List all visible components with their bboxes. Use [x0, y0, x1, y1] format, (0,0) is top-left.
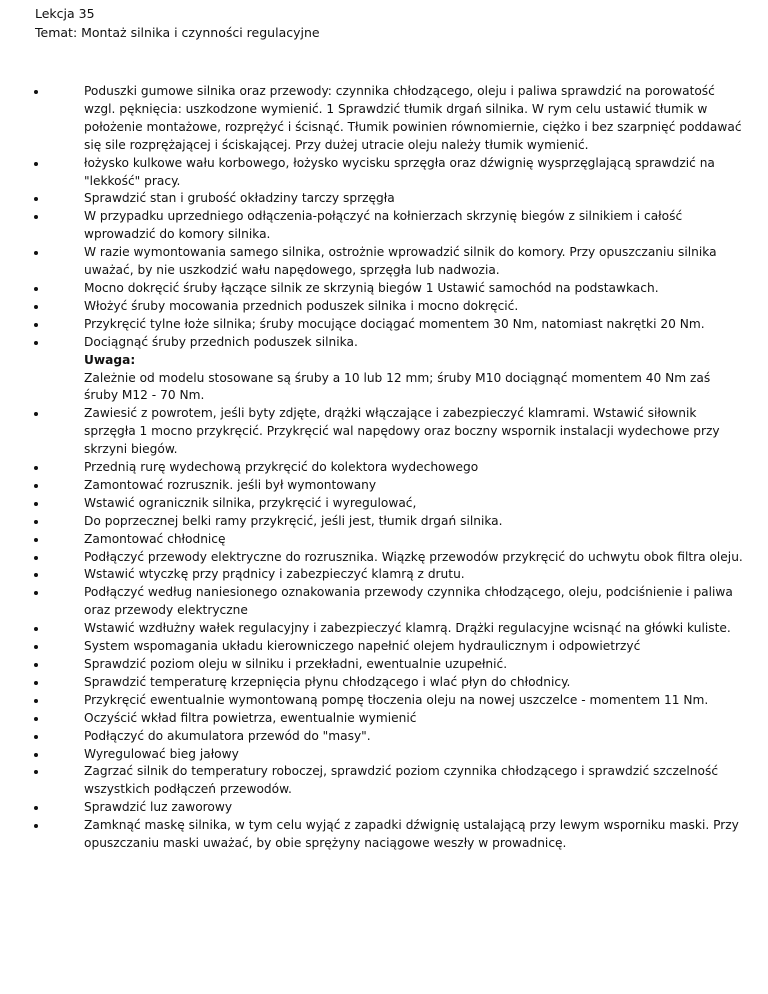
- bullet-icon: [34, 627, 38, 631]
- document-header: [35, 4, 320, 42]
- list-item: Wyregulować bieg jałowy: [0, 746, 768, 764]
- bullet-icon: [34, 806, 38, 810]
- list-item: Sprawdzić luz zaworowy: [0, 799, 768, 817]
- list-item: Zagrzać silnik do temperatury roboczej, sprawdzić poziom czynnika chłodzącego i sprawdzić szczelność wszystkich podłączeń przewodów.: [0, 763, 768, 799]
- bullet-icon: [34, 90, 38, 94]
- list-item: Podłączyć do akumulatora przewód do "masy".: [0, 728, 768, 746]
- bullet-icon: [34, 520, 38, 524]
- bullet-icon: [34, 735, 38, 739]
- bullet-icon: [34, 824, 38, 828]
- list-item: łożysko kulkowe wału korbowego, łożysko wycisku sprzęgła oraz dźwignię wysprzęglającą sprawdzić na "lekkość" pracy.: [0, 155, 768, 191]
- bullet-icon: [34, 287, 38, 291]
- bullet-icon: [34, 681, 38, 685]
- list-item: Wstawić ogranicznik silnika, przykręcić i wyregulować,: [0, 495, 768, 513]
- list-item: Sprawdzić poziom oleju w silniku i przekładni, ewentualnie uzupełnić.: [0, 656, 768, 674]
- bullet-icon: [34, 412, 38, 416]
- bullet-icon: [34, 215, 38, 219]
- list-item: W razie wymontowania samego silnika, ostrożnie wprowadzić silnik do komory. Przy opuszczaniu silnika uważać, by nie uszkodzić wału napędowego, sprzęgła lub nadwozia.: [0, 244, 768, 280]
- list-item: Mocno dokręcić śruby łączące silnik ze skrzynią biegów 1 Ustawić samochód na podstawkach.: [0, 280, 768, 298]
- list-item: Wstawić wzdłużny wałek regulacyjny i zabezpieczyć klamrą. Drążki regulacyjne wcisnąć na główki kuliste.: [0, 620, 768, 638]
- list-item: Do poprzecznej belki ramy przykręcić, jeśli jest, tłumik drgań silnika.: [0, 513, 768, 531]
- bullet-icon: [34, 573, 38, 577]
- bullet-icon: [34, 591, 38, 595]
- bullet-icon: [34, 197, 38, 201]
- list-item: Włożyć śruby mocowania przednich poduszek silnika i mocno dokręcić.: [0, 298, 768, 316]
- list-item: Sprawdzić temperaturę krzepnięcia płynu chłodzącego i wlać płyn do chłodnicy.: [0, 674, 768, 692]
- list-item: Zamontować chłodnicę: [0, 531, 768, 549]
- list-item: Poduszki gumowe silnika oraz przewody: czynnika chłodzącego, oleju i paliwa sprawdzić na porowatość wzgl. pęknięcia: uszkodzone wymienić. 1 Sprawdzić tłumik drgań silnika. W rym celu ustawić tłumik w położenie montażowe, rozprężyć i ścisnąć. Tłumik powinien równomiernie, ciężko i bez szarpnięć poddawać się sile rozprężającej i ściskającej. Przy dużej utracie oleju należy tłumik wymienić.: [0, 83, 768, 155]
- list-item: W przypadku uprzedniego odłączenia-połączyć na kołnierzach skrzynię biegów z silnikiem i całość wprowadzić do komory silnika.: [0, 208, 768, 244]
- list-item: System wspomagania układu kierowniczego napełnić olejem hydraulicznym i odpowietrzyć: [0, 638, 768, 656]
- list-item: Zamknąć maskę silnika, w tym celu wyjąć z zapadki dźwignię ustalającą przy lewym wsporniku maski. Przy opuszczaniu maski uważać, by obie sprężyny naciągowe weszły w prowadnicę.: [0, 817, 768, 853]
- lesson-topic: Temat: Montaż silnika i czynności regulacyjne: [35, 25, 320, 40]
- list-item: Dociągnąć śruby przednich poduszek silnika. Uwaga: Zależnie od modelu stosowane są śruby a 10 lub 12 mm; śruby M10 dociągnąć momentem 40 Nm zaś śruby M12 - 70 Nm.: [0, 334, 768, 406]
- bullet-icon: [34, 484, 38, 488]
- bullet-icon: [34, 717, 38, 721]
- note-text: Zależnie od modelu stosowane są śruby a 10 lub 12 mm; śruby M10 dociągnąć momentem 40 Nm zaś śruby M12 - 70 Nm.: [84, 370, 711, 403]
- list-item: Wstawić wtyczkę przy prądnicy i zabezpieczyć klamrą z drutu.: [0, 566, 768, 584]
- list-item: Przednią rurę wydechową przykręcić do kolektora wydechowego: [0, 459, 768, 477]
- list-item: Podłączyć według naniesionego oznakowania przewody czynnika chłodzącego, oleju, podciśnienie i paliwa oraz przewody elektryczne: [0, 584, 768, 620]
- list-item: Zamontować rozrusznik. jeśli był wymontowany: [0, 477, 768, 495]
- bullet-icon: [34, 556, 38, 560]
- list-item: Oczyścić wkład filtra powietrza, ewentualnie wymienić: [0, 710, 768, 728]
- bullet-icon: [34, 753, 38, 757]
- bullet-icon: [34, 251, 38, 255]
- bullet-icon: [34, 538, 38, 542]
- bullet-icon: [34, 162, 38, 166]
- bullet-icon: [34, 341, 38, 345]
- list-item: Przykręcić tylne łoże silnika; śruby mocujące dociągać momentem 30 Nm, natomiast nakrętki 20 Nm.: [0, 316, 768, 334]
- bullet-icon: [34, 305, 38, 309]
- bullet-icon: [34, 699, 38, 703]
- bullet-icon: [34, 645, 38, 649]
- note-label: Uwaga:: [84, 352, 136, 367]
- list-item: Podłączyć przewody elektryczne do rozrusznika. Wiązkę przewodów przykręcić do uchwytu obok filtra oleju.: [0, 549, 768, 567]
- lesson-number: Lekcja 35: [35, 6, 95, 21]
- bullet-icon: [34, 323, 38, 327]
- list-item: Zawiesić z powrotem, jeśli byty zdjęte, drążki włączające i zabezpieczyć klamrami. Wstawić siłownik sprzęgła 1 mocno przykręcić. Przykręcić wal napędowy oraz boczny wspornik instalacji wydechowe przy skrzyni biegów.: [0, 405, 768, 459]
- bullet-icon: [34, 466, 38, 470]
- bullet-icon: [34, 502, 38, 506]
- list-item: Sprawdzić stan i grubość okładziny tarczy sprzęgła: [0, 190, 768, 208]
- instruction-list: [0, 83, 768, 853]
- bullet-icon: [34, 663, 38, 667]
- list-item: Przykręcić ewentualnie wymontowaną pompę tłoczenia oleju na nowej uszczelce - momentem 11 Nm.: [0, 692, 768, 710]
- bullet-icon: [34, 770, 38, 774]
